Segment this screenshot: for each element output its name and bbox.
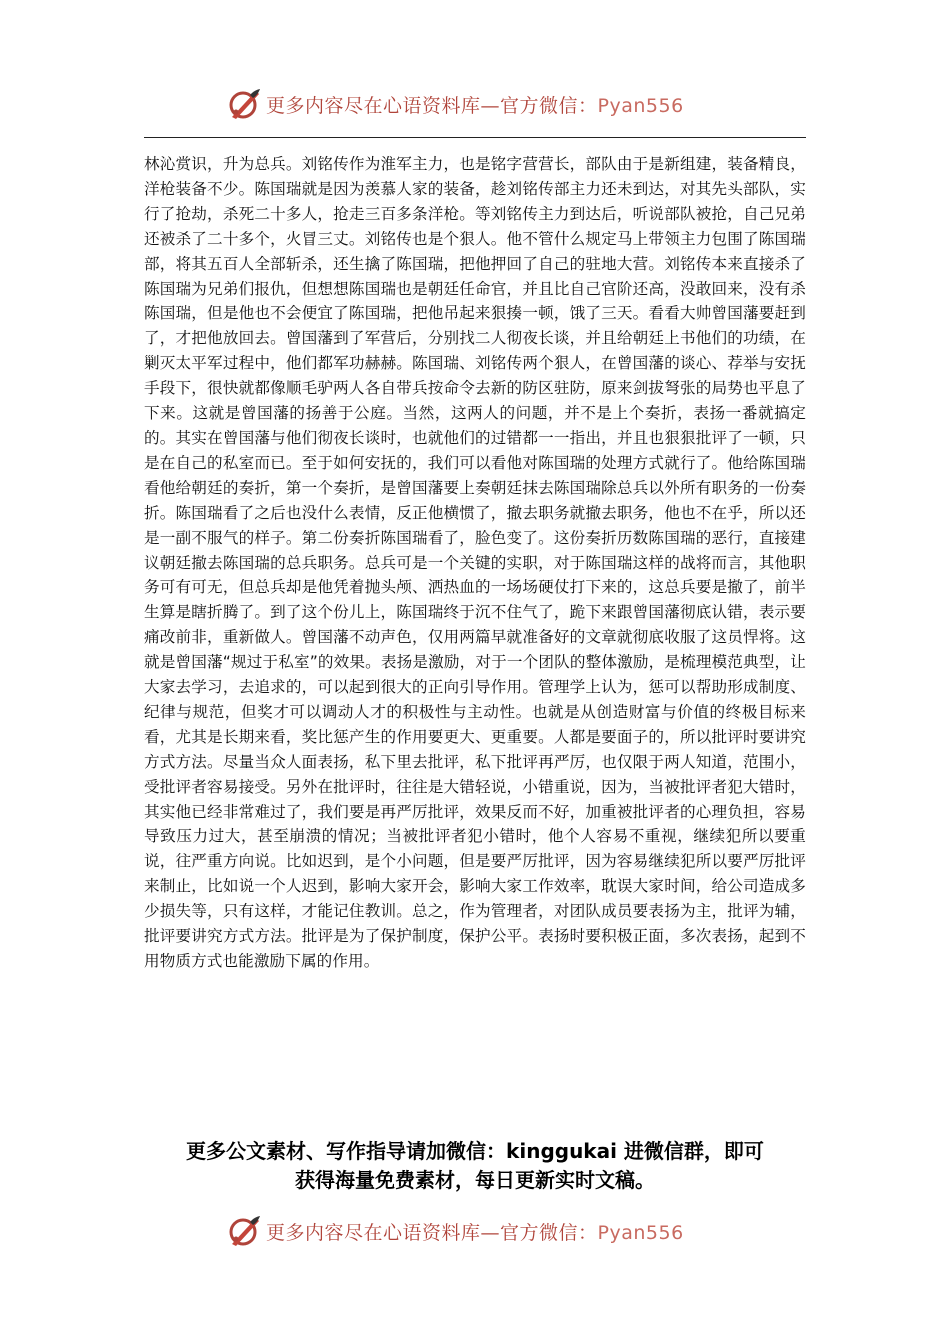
header-divider xyxy=(144,137,806,138)
footer-banner-text: 更多内容尽在心语资料库—官方微信：Pyan556 xyxy=(266,1221,684,1244)
header-watermark-banner xyxy=(226,84,684,124)
header-banner-text: 更多内容尽在心语资料库—官方微信：Pyan556 xyxy=(266,94,684,117)
footer-watermark-banner xyxy=(226,1211,684,1251)
promo-line-1: 更多公文素材、写作指导请加微信：kinggukai 进微信群，即可 xyxy=(186,1139,764,1163)
article-body: 林沁赏识，升为总兵。刘铭传作为淮军主力，也是铭字营营长，部队由于是新组建，装备精良，洋枪装备不少。陈国瑞就是因为羡慕人家的装备，趁刘铭传部主力还未到达，对其先头部队，实行了抢劫，杀死二十多人，抢走三百多条洋枪。等刘铭传主力到达后，听说部队被抢，自己兄弟还被杀了二十多个，火冒三丈。刘铭传也是个狠人。他不管什么规定马上带领主力包围了陈国瑞部，将其五百人全部斩杀，还生擒了陈国瑞，把他押回了自己的驻地大营。刘铭传本来直接杀了陈国瑞为兄弟们报仇，但想想陈国瑞也是朝廷任命官，并且比自己官阶还高，没敢回来，没有杀陈国瑞，但是他也不会便宜了陈国瑞，把他吊起来狠揍一顿，饿了三天。看看大帅曾国藩要赶到了，才把他放回去。曾国藩到了军营后，分别找二人彻夜长谈，并且给朝廷上书他们的功绩，在剿灭太平军过程中，他们都军功赫赫。陈国瑞、刘铭传两个狠人，在曾国藩的谈心、荐举与安抚手段下，很快就都像顺毛驴两人各自带兵按命令去新的防区驻防，原来剑拔弩张的局势也平息了下来。这就是曾国藩的扬善于公庭。当然，这两人的问题，并不是上个奏折，表扬一番就搞定的。其实在曾国藩与他们彻夜长谈时，也就他们的过错都一一指出，并且也狠狠批评了一顿，只是在自己的私室而已。至于如何安抚的，我们可以看他对陈国瑞的处理方式就行了。他给陈国瑞看他给朝廷的奏折，第一个奏折，是曾国藩要上奏朝廷抹去陈国瑞除总兵以外所有职务的一份奏折。陈国瑞看了之后也没什么表情，反正他横惯了，撤去职务就撤去职务，他也不在乎，所以还是一副不服气的样子。第二份奏折陈国瑞看了，脸色变了。这份奏折历数陈国瑞的恶行，直接建议朝廷撤去陈国瑞的总兵职务。总兵可是一个关键的实职，对于陈国瑞这样的战将而言，其他职务可有可无，但总兵却是他凭着抛头颅、洒热血的一场场硬仗打下来的，这总兵要是撤了，前半生算是瞎折腾了。到了这个份儿上，陈国瑞终于沉不住气了，跪下来跟曾国藩彻底认错，表示要痛改前非，重新做人。曾国藩不动声色，仅用两篇早就准备好的文章就彻底收服了这员悍将。这就是曾国藩“规过于私室”的效果。表扬是激励，对于一个团队的整体激励，是梳理模范典型，让大家去学习，去追求的，可以起到很大的正向引导作用。管理学上认为，惩可以帮助形成制度、纪律与规范，但奖才可以调动人才的积极性与主动性。也就是从创造财富与价值的终极目标来看，尤其是长期来看，奖比惩产生的作用要更大、更重要。人都是要面子的，所以批评时要讲究方式方法。尽量当众人面表扬，私下里去批评，私下批评再严厉，也仅限于两人知道，范围小，受批评者容易接受。另外在批评时，往往是大错轻说，小错重说，因为，当被批评者犯大错时，其实他已经非常难过了，我们要是再严厉批评，效果反而不好，加重被批评者的心理负担，容易导致压力过大，甚至崩溃的情况；当被批评者犯小错时，他个人容易不重视，继续犯所以要重说，往严重方向说。比如迟到，是个小问题，但是要严厉批评，因为容易继续犯所以要严厉批评来制止，比如说一个人迟到，影响大家开会，影响大家工作效率，耽误大家时间，给公司造成多少损失等，只有这样，才能记住教训。总之，作为管理者，对团队成员要表扬为主，批评为辅，批评要讲究方式方法。批评是为了保护制度，保护公平。表扬时要积极正面，多次表扬，起到不用物质方式也能激励下属的作用。 xyxy=(144,155,806,970)
quill-seal-icon xyxy=(226,86,262,122)
quill-seal-icon xyxy=(226,1213,262,1249)
promo-line-2: 获得海量免费素材，每日更新实时文稿。 xyxy=(295,1168,655,1192)
promo-callout xyxy=(140,1137,810,1195)
